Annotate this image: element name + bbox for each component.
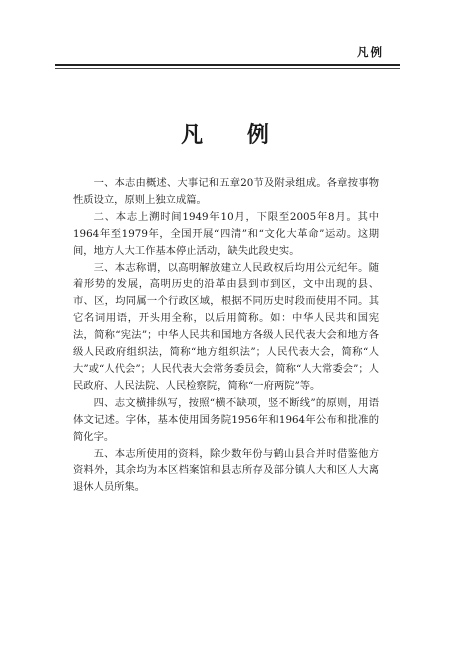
paragraph: 一、本志由概述、大事记和五章20节及附录组成。各章按事物性质设立，原则上独立成篇。	[73, 177, 379, 206]
page-title: 凡 例	[181, 122, 287, 148]
paragraph: 四、志文横排纵写，按照“横不缺项，竖不断线”的原则，用语体文记述。字体，基本使用国务院1956年和1964年公布和批准的简化字。	[73, 396, 379, 443]
paragraph: 二、本志上溯时间1949年10月，下限至2005年8月。其中1964年至1979年，全国开展“四清”和“文化大革命”运动。这期间，地方人大工作基本停止活动，缺失此段史实。	[73, 210, 379, 257]
paragraph: 五、本志所使用的资料，除少数年份与鹤山县合并时借鉴他方资料外，其余均为本区档案馆和县志所存及部分镇人大和区人大离退休人员所集。	[73, 447, 379, 494]
body-text	[73, 175, 379, 496]
header-rule-thin	[55, 68, 400, 69]
header-rule	[55, 64, 400, 66]
paragraph: 三、本志称谓，以高明解放建立人民政权后均用公元纪年。随着形势的发展，高明历史的沿革由县到市到区，文中出现的县、市、区，均同属一个行政区域，根据不同历史时段而使用不同。其它名词用语，开头用全称，以后用简称。如：中华人民共和国宪法，简称“宪法”；中华人民共和国地方各级人民代表大会和地方各级人民政府组织法，简称“地方组织法”；人民代表大会，简称“人大”或“人代会”；人民代表大会常务委员会，简称“人大常委会”；人民政府、人民法院、人民检察院，简称“一府两院”等。	[73, 261, 379, 392]
running-header-title: 凡例	[357, 45, 384, 59]
